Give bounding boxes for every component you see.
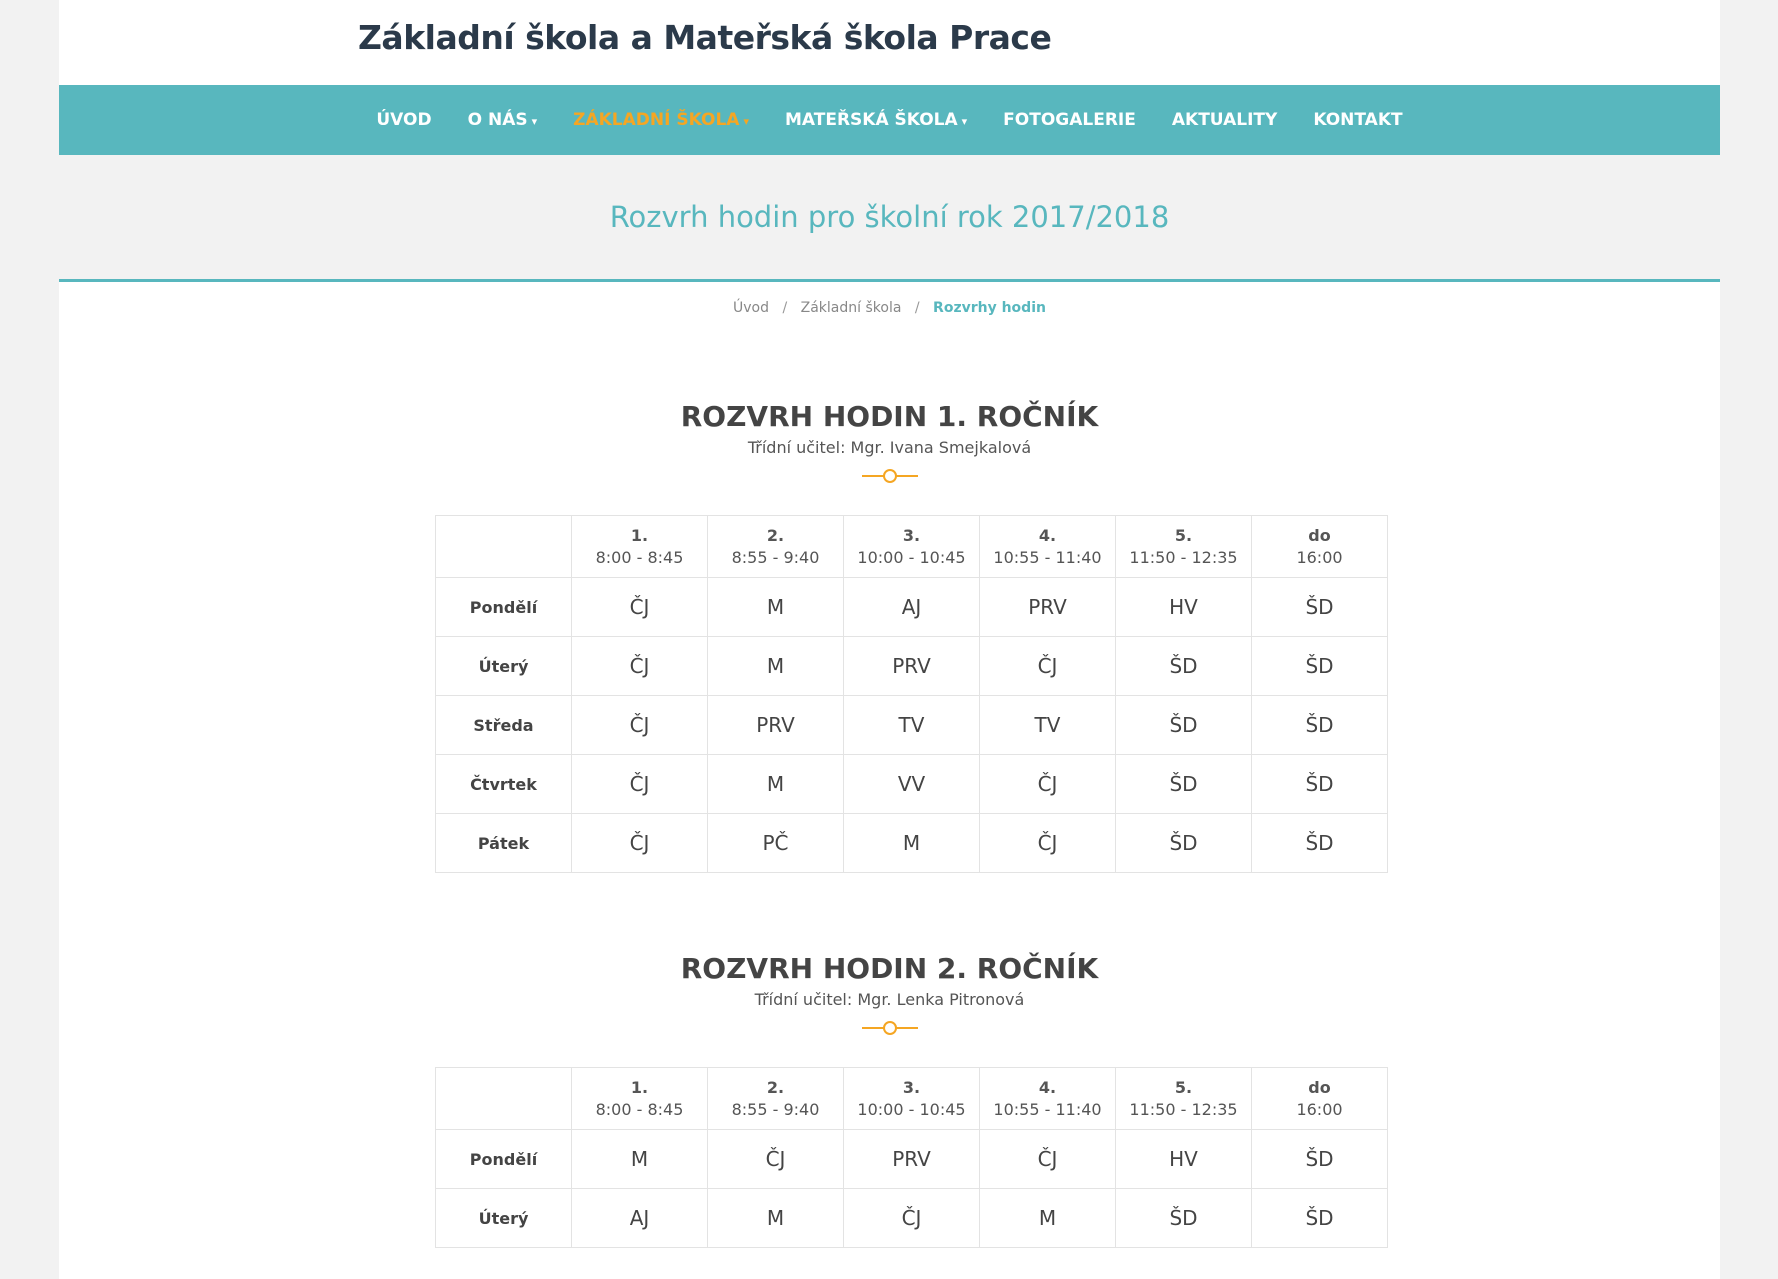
subject-cell: ŠD bbox=[1116, 755, 1252, 814]
subject-cell: PRV bbox=[708, 696, 844, 755]
period-number: 2. bbox=[766, 1077, 785, 1097]
breadcrumb-item-uvod[interactable]: Úvod bbox=[733, 300, 769, 316]
schedule-teacher: Třídní učitel: Mgr. Lenka Pitronová bbox=[754, 990, 1025, 1009]
caret-down-icon: ▾ bbox=[531, 115, 538, 128]
nav-item-label: FOTOGALERIE bbox=[1003, 110, 1136, 130]
subject-cell: ČJ bbox=[980, 1130, 1116, 1189]
subject-cell: M bbox=[708, 637, 844, 696]
table-row bbox=[436, 755, 1388, 814]
subject-cell: PČ bbox=[708, 814, 844, 873]
period-number: 5. bbox=[1174, 1077, 1193, 1097]
subject-cell: ČJ bbox=[572, 696, 708, 755]
period-header bbox=[980, 1068, 1116, 1130]
breadcrumb-current: Rozvrhy hodin bbox=[933, 300, 1046, 316]
subject-cell: PRV bbox=[980, 578, 1116, 637]
nav-item-5[interactable] bbox=[1154, 110, 1295, 130]
subject-cell: ČJ bbox=[980, 814, 1116, 873]
subject-cell: M bbox=[980, 1189, 1116, 1248]
nav-item-3[interactable] bbox=[767, 110, 985, 130]
subject-cell: M bbox=[708, 755, 844, 814]
subject-cell: ČJ bbox=[844, 1189, 980, 1248]
period-number: 3. bbox=[902, 1077, 921, 1097]
period-time: 10:55 - 11:40 bbox=[993, 1099, 1102, 1119]
nav-item-4[interactable] bbox=[985, 110, 1154, 130]
subject-cell: ŠD bbox=[1116, 696, 1252, 755]
table-corner-cell bbox=[436, 1068, 572, 1130]
period-header bbox=[1116, 516, 1252, 578]
breadcrumb-separator: / bbox=[914, 300, 920, 316]
period-time: 8:00 - 8:45 bbox=[595, 1099, 684, 1119]
nav-item-0[interactable] bbox=[358, 110, 449, 130]
subject-cell: ŠD bbox=[1252, 696, 1388, 755]
subject-cell: ŠD bbox=[1252, 755, 1388, 814]
period-time: 8:00 - 8:45 bbox=[595, 547, 684, 567]
day-label: Pondělí bbox=[436, 578, 572, 637]
period-number: 2. bbox=[766, 525, 785, 545]
period-time: 11:50 - 12:35 bbox=[1129, 1099, 1238, 1119]
period-time: 16:00 bbox=[1296, 547, 1343, 567]
section-divider bbox=[862, 1021, 918, 1035]
period-time: 8:55 - 9:40 bbox=[731, 547, 820, 567]
subject-cell: ŠD bbox=[1116, 1189, 1252, 1248]
period-number: do bbox=[1308, 525, 1331, 545]
subject-cell: TV bbox=[844, 696, 980, 755]
subject-cell: HV bbox=[1116, 1130, 1252, 1189]
page-container bbox=[59, 0, 1720, 1279]
period-header bbox=[980, 516, 1116, 578]
period-time: 10:55 - 11:40 bbox=[993, 547, 1102, 567]
period-number: 5. bbox=[1174, 525, 1193, 545]
period-number: 4. bbox=[1038, 1077, 1057, 1097]
period-header bbox=[708, 1068, 844, 1130]
period-header bbox=[1116, 1068, 1252, 1130]
subject-cell: ČJ bbox=[572, 814, 708, 873]
subject-cell: ČJ bbox=[708, 1130, 844, 1189]
period-time: 16:00 bbox=[1296, 1099, 1343, 1119]
nav-item-2[interactable] bbox=[555, 110, 767, 130]
day-label: Středa bbox=[436, 696, 572, 755]
period-number: 4. bbox=[1038, 525, 1057, 545]
subject-cell: ČJ bbox=[572, 637, 708, 696]
schedule-section bbox=[59, 952, 1720, 1035]
day-label: Úterý bbox=[436, 1189, 572, 1248]
breadcrumb-item-zakladni-skola[interactable]: Základní škola bbox=[800, 300, 902, 316]
nav-item-label: MATEŘSKÁ ŠKOLA bbox=[785, 110, 958, 130]
subject-cell: M bbox=[572, 1130, 708, 1189]
subject-cell: ŠD bbox=[1252, 637, 1388, 696]
nav-item-6[interactable] bbox=[1295, 110, 1420, 130]
day-label: Úterý bbox=[436, 637, 572, 696]
table-row bbox=[436, 637, 1388, 696]
subject-cell: AJ bbox=[844, 578, 980, 637]
table-row bbox=[436, 578, 1388, 637]
period-time: 10:00 - 10:45 bbox=[857, 547, 966, 567]
caret-down-icon: ▾ bbox=[743, 115, 749, 128]
period-time: 8:55 - 9:40 bbox=[731, 1099, 820, 1119]
subject-cell: PRV bbox=[844, 637, 980, 696]
breadcrumb-separator: / bbox=[782, 300, 788, 316]
subject-cell: HV bbox=[1116, 578, 1252, 637]
page-title: Rozvrh hodin pro školní rok 2017/2018 bbox=[609, 200, 1170, 234]
period-number: 1. bbox=[630, 1077, 649, 1097]
subject-cell: ČJ bbox=[572, 755, 708, 814]
period-header bbox=[844, 516, 980, 578]
subject-cell: ŠD bbox=[1252, 578, 1388, 637]
schedule-title: ROZVRH HODIN 1. ROČNÍK bbox=[680, 400, 1099, 433]
schedule-table bbox=[435, 1067, 1388, 1248]
day-label: Pátek bbox=[436, 814, 572, 873]
subject-cell: ŠD bbox=[1116, 637, 1252, 696]
table-header-row bbox=[436, 1068, 1388, 1130]
subject-cell: AJ bbox=[572, 1189, 708, 1248]
section-divider bbox=[862, 469, 918, 483]
nav-item-label: ÚVOD bbox=[376, 110, 432, 130]
divider-dot bbox=[883, 1021, 897, 1035]
subject-cell: M bbox=[708, 1189, 844, 1248]
main-nav bbox=[59, 85, 1720, 155]
nav-item-label: ZÁKLADNÍ ŠKOLA bbox=[573, 110, 740, 130]
subject-cell: M bbox=[708, 578, 844, 637]
page-title-bar bbox=[59, 155, 1720, 282]
subject-cell: TV bbox=[980, 696, 1116, 755]
period-header bbox=[1252, 516, 1388, 578]
nav-item-label: O NÁS bbox=[467, 110, 528, 130]
period-number: do bbox=[1308, 1077, 1331, 1097]
subject-cell: VV bbox=[844, 755, 980, 814]
table-row bbox=[436, 1189, 1388, 1248]
day-label: Pondělí bbox=[436, 1130, 572, 1189]
period-header bbox=[1252, 1068, 1388, 1130]
subject-cell: ŠD bbox=[1252, 814, 1388, 873]
caret-down-icon: ▾ bbox=[961, 115, 968, 128]
schedule-title: ROZVRH HODIN 2. ROČNÍK bbox=[680, 952, 1099, 985]
period-time: 10:00 - 10:45 bbox=[857, 1099, 966, 1119]
breadcrumb bbox=[59, 300, 1720, 316]
table-row bbox=[436, 1130, 1388, 1189]
site-brand[interactable]: Základní škola a Mateřská škola Prace bbox=[358, 18, 1052, 57]
period-header bbox=[844, 1068, 980, 1130]
nav-item-label: KONTAKT bbox=[1313, 110, 1403, 130]
period-header bbox=[572, 516, 708, 578]
subject-cell: ŠD bbox=[1252, 1189, 1388, 1248]
table-row bbox=[436, 814, 1388, 873]
period-number: 3. bbox=[902, 525, 921, 545]
subject-cell: ŠD bbox=[1252, 1130, 1388, 1189]
table-header-row bbox=[436, 516, 1388, 578]
subject-cell: M bbox=[844, 814, 980, 873]
nav-item-1[interactable] bbox=[450, 110, 556, 130]
subject-cell: PRV bbox=[844, 1130, 980, 1189]
divider-dot bbox=[883, 469, 897, 483]
schedule-section bbox=[59, 400, 1720, 483]
subject-cell: ČJ bbox=[980, 755, 1116, 814]
table-row bbox=[436, 696, 1388, 755]
subject-cell: ČJ bbox=[572, 578, 708, 637]
period-header bbox=[572, 1068, 708, 1130]
schedule-teacher: Třídní učitel: Mgr. Ivana Smejkalová bbox=[747, 438, 1032, 457]
schedule-table bbox=[435, 515, 1388, 873]
subject-cell: ŠD bbox=[1116, 814, 1252, 873]
nav-item-label: AKTUALITY bbox=[1171, 110, 1278, 130]
period-time: 11:50 - 12:35 bbox=[1129, 547, 1238, 567]
day-label: Čtvrtek bbox=[436, 755, 572, 814]
subject-cell: ČJ bbox=[980, 637, 1116, 696]
table-corner-cell bbox=[436, 516, 572, 578]
period-number: 1. bbox=[630, 525, 649, 545]
period-header bbox=[708, 516, 844, 578]
